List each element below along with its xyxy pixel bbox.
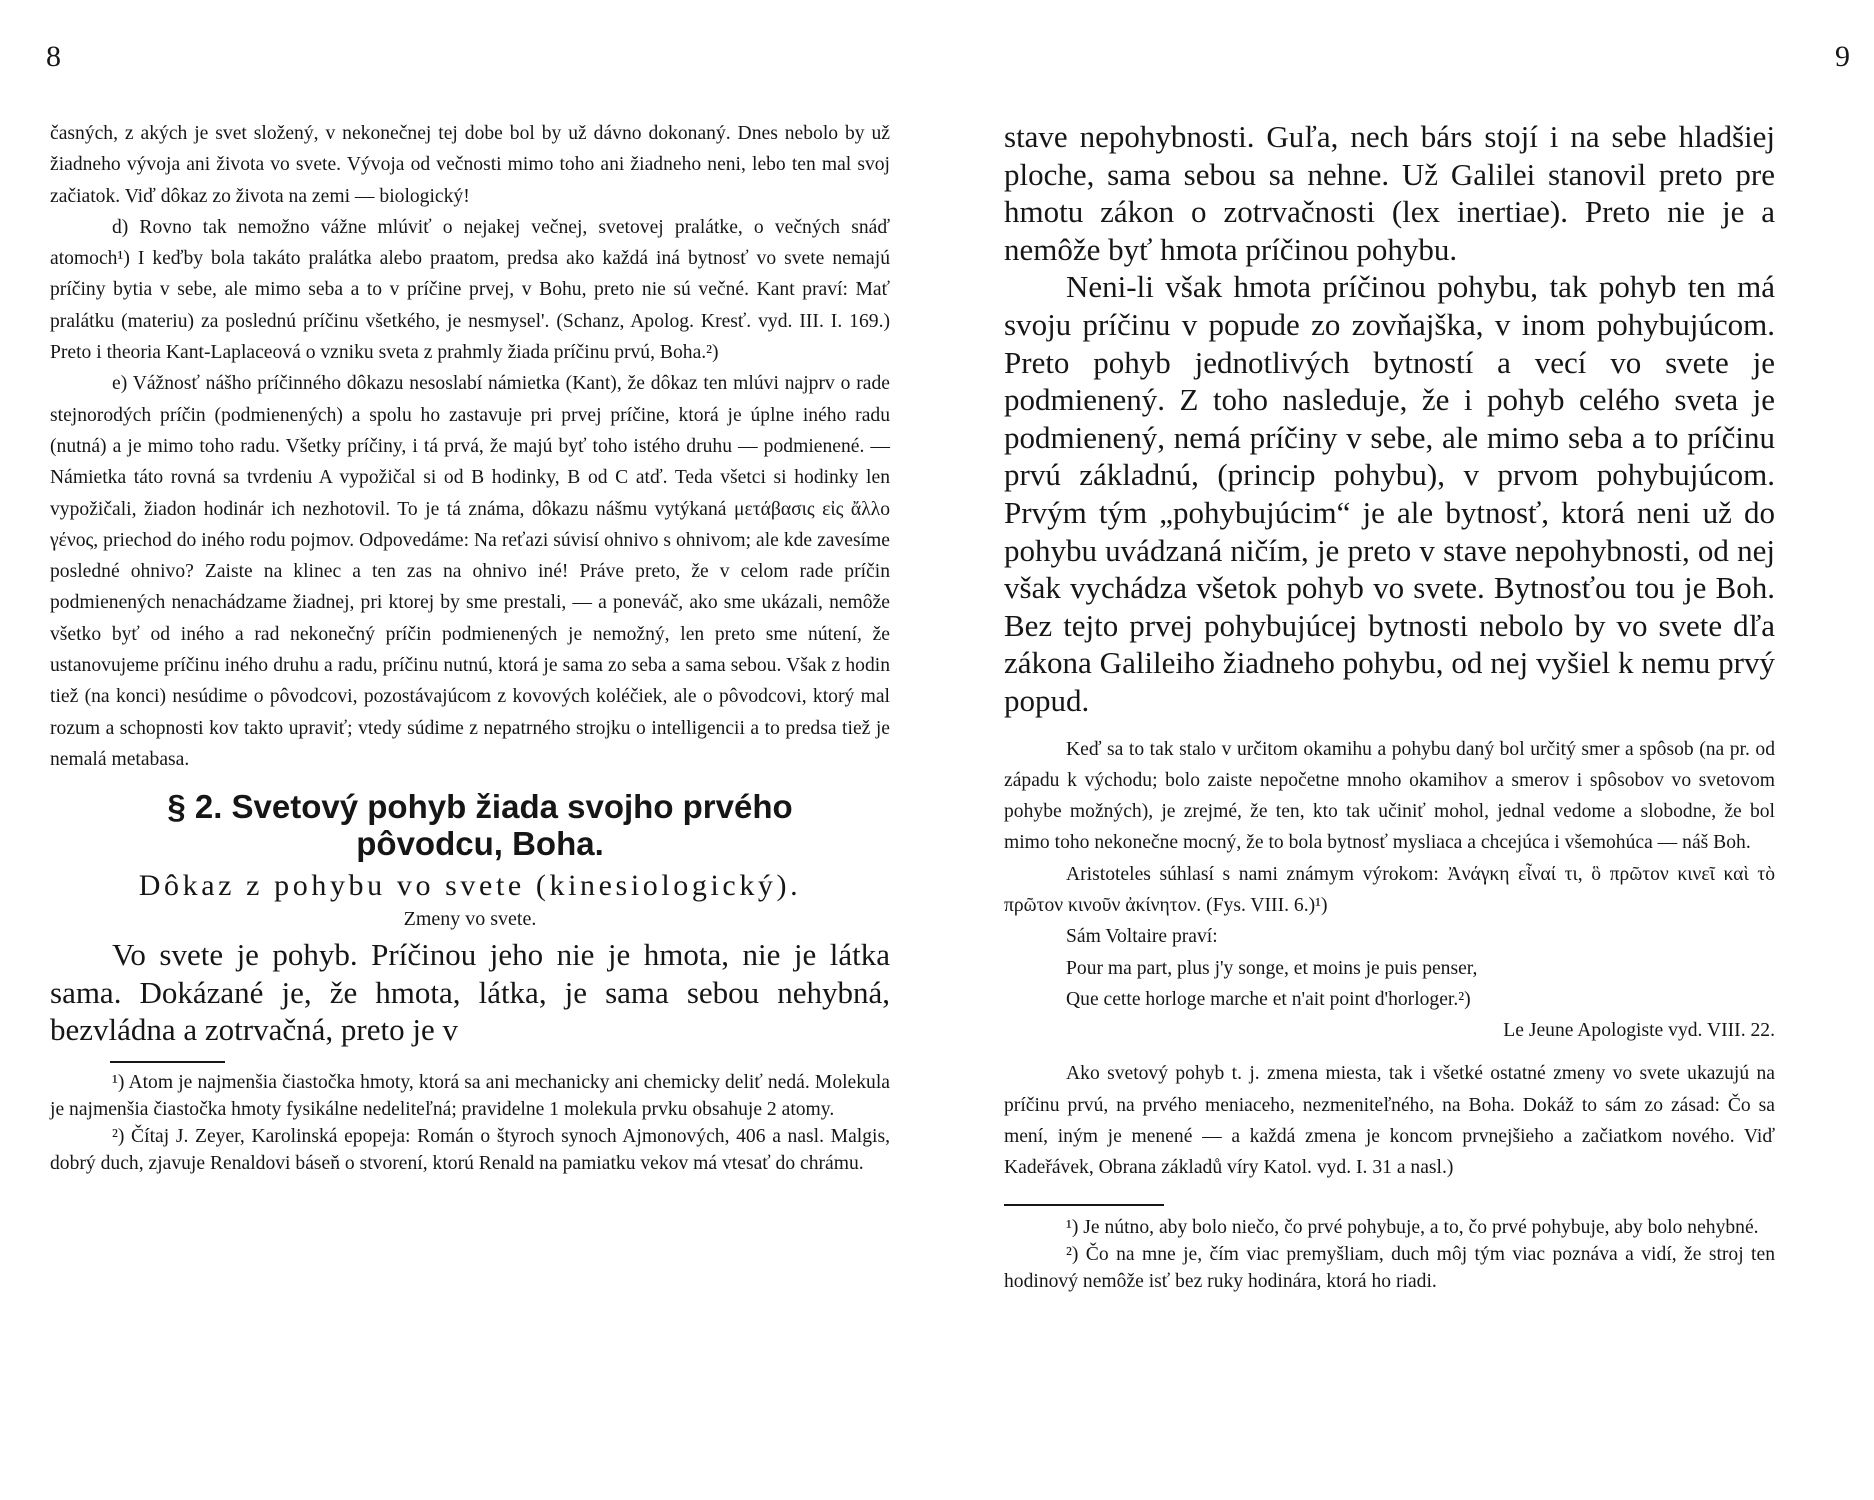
section-subtitle: Dôkaz z pohybu vo svete (kinesiologický).	[138, 869, 802, 903]
footnote-rule	[1004, 1204, 1164, 1206]
footnote: ¹) Je nútno, aby bolo niečo, čo prvé pohybuje, a to, čo prvé pohybuje, aby bolo nehybné.	[1066, 1216, 1759, 1238]
paragraph: Ako svetový pohyb t. j. zmena miesta, tak i všetké ostatné zmeny vo svete ukazujú na príčinu prvú, na prvého meniaceho, nezmeniteľného, na Boha. Dokáž to sám zo zásad: Čo sa mení, iným je menené — a každá zmena je koncom prvnejšieho a začiatkom nového. Viď Kadeřávek, Obrana základů víry Katol. vyd. I. 31 a nasl.)	[1004, 1063, 1775, 1179]
quote-intro: Sám Voltaire praví:	[1066, 926, 1218, 948]
footnote: ²) Čítaj J. Zeyer, Karolinská epopeja: Román o štyroch synoch Ajmonových, 406 a nasl. Malgis, dobrý duch, zjavuje Renaldovi báseň o stvorení, ktorú Renald na pamiatku vekov má vtesať do chrámu.	[50, 1126, 890, 1175]
section-subheading: Zmeny vo svete.	[403, 908, 537, 931]
footnote: ²) Čo na mne je, čím viac premyšliam, duch môj tým viac poznáva a vidí, že stroj ten hodinový nemôže isť bez ruky hodinára, ktorá ho riadi.	[1004, 1243, 1775, 1292]
paragraph: Aristoteles súhlasí s nami známym výrokom: Ἀνάγκη εἶναί τι, ὃ πρῶτον κινεῖ καὶ τὸ πρῶτον κινοῦν ἀκίνητον. (Fys. VIII. 6.)¹)	[1004, 863, 1775, 916]
verse-line: Pour ma part, plus j'y songe, et moins je puis penser,	[1066, 957, 1478, 979]
large-paragraph: stave nepohybnosti. Guľa, nech bárs stojí i na sebe hladšiej ploche, sama sebou sa nehne. Už Galilei stanovil preto pre hmotu zákon o zotrvačnosti (lex inertiae). Preto nie je a nemôže byť hmota príčinou pohybu.	[1004, 119, 1775, 267]
right-page	[937, 0, 1874, 1500]
page-number: 9	[1835, 40, 1850, 73]
footnote-rule	[110, 1061, 225, 1063]
paragraph: časných, z akých je svet složený, v nekonečnej tej dobe bol by už dávno dokonaný. Dnes nebolo by už žiadneho vývoja ani života vo svete. Vývoja od večnosti mimo toho ani žiadneho neni, lebo ten mal svoj začiatok. Viď dôkaz zo života na zemi — biologický!	[50, 123, 890, 207]
paragraph-e: e) Vážnosť nášho príčinného dôkazu nesoslabí námietka (Kant), že dôkaz ten mlúvi najprv o rade stejnorodých príčin (podmienených) a spolu ho zastavuje pri prvej príčine, ktorá je úplne iného radu (nutná) a je mimo toho radu. Všetky príčiny, i tá prvá, že majú byť toho istého druhu — podmienené. — Námietka táto rovná sa tvrdeniu A vypožičal si od B hodinky, B od C atď. Teda všetci si hodinky len vypožičali, žiadon hodinár ich nezhotovil. To je tá známa, dôkazu nášmu vytýkaná μετάβασις εἰς ἄλλο γένος, priechod do iného rodu pojmov. Odpovedáme: Na reťazi súvisí ohnivo s ohnivom; ale kde zavesíme posledné ohnivo? Zaiste na klinec a ten zas na ohnivo iné! Práve preto, že v celom rade príčin podmienených nenachádzame žiadnej, pri ktorej by sme prestali, — a poneváč, ako sme ukázali, nemôže všetko byť od iného a rad nekonečný príčin podmienených je nemožný, len preto sme nútení, že ustanovujeme príčinu iného druhu a radu, príčinu nutnú, ktorá je sama zo seba a sama sebou. Však z hodin tiež (na konci) nesúdime o pôvodcovi, pozostávajúcom z kovových koléčiek, ale o pôvodcovi, ktorý mal rozum a schopnosti kov takto upraviť; vtedy súdime z nepatrného strojku o intelligencii a to predsa tiež je nemalá metabasa.	[50, 373, 890, 770]
verse-source: Le Jeune Apologiste vyd. VIII. 22.	[1503, 1020, 1775, 1042]
section-title-line: § 2. Svetový pohyb žiada svojho prvého	[167, 788, 793, 826]
text-column	[50, 118, 890, 1177]
verse-line: Que cette horloge marche et n'ait point d'horloger.²)	[1066, 988, 1471, 1010]
large-paragraph: Neni-li však hmota príčinou pohybu, tak pohyb ten má svoju príčinu v popude zo zovňajška, v inom pohybujúcom. Preto pohyb jednotlivých bytností a vecí vo svete je podmienený. Z toho nasleduje, že i pohyb celého sveta je podmienený, nemá príčiny v sebe, ale mimo seba a to príčinu prvú základnú, (princip pohybu), v prvom pohybujúcom. Prvým tým „pohybujúcim“ je ale bytnosť, ktorá neni už do pohybu uvádzaná ničím, je preto v stave nepohybnosti, od nej však vychádza všetok pohyb vo svete. Bytnosťou tou je Boh. Bez tejto prvej pohybujúcej bytnosti nebolo by vo svete dľa zákona Galileiho žiadneho pohybu, od nej vyšiel k nemu prvý popud.	[1004, 269, 1775, 718]
paragraph-d: d) Rovno tak nemožno vážne mlúviť o nejakej večnej, svetovej pralátke, o večných snáď atomoch¹) I keďby bola takáto pralátka alebo praatom, predsa ako každá iná bytnosť vo svete nemajú príčiny bytia v sebe, ale mimo seba a to v príčine prvej, v Bohu, preto nie sú večné. Kant praví: Mať pralátku (materiu) za poslednú príčinu všetkého, je nesmysel'. (Schanz, Apolog. Kresť. vyd. III. I. 169.) Preto i theoria Kant-Laplaceová o vzniku sveta z prahmly žiada príčinu prvú, Boha.²)	[50, 216, 890, 364]
section-title	[50, 788, 890, 862]
large-paragraph: Vo svete je pohyb. Príčinou jeho nie je hmota, nie je látka sama. Dokázané je, že hmota, látka, je sama sebou nehybná, bezvládna a zotrvačná, preto je v	[50, 937, 890, 1048]
paragraph: Keď sa to tak stalo v určitom okamihu a pohybu daný bol určitý smer a spôsob (na pr. od západu k východu; bolo zaiste nepočetne mnoho okamihov a smerov i spôsobov vo svetovom pohybe možných), je zrejmé, že ten, kto tak učiniť mohol, jednal vedome a slobodne, že bol mimo toho nekonečne mocný, že to bola bytnosť mysliaca a chcejúca i všemohúca — náš Boh.	[1004, 738, 1775, 854]
page-number: 8	[46, 40, 61, 73]
footnote: ¹) Atom je najmenšia čiastočka hmoty, ktorá sa ani mechanicky ani chemicky deliť nedá. Molekula je najmenšia čiastočka hmoty fysikálne nedeliteľná; pravidelne 1 molekula prvku obsahuje 2 atomy.	[50, 1072, 890, 1121]
section-title-line: pôvodcu, Boha.	[356, 825, 604, 863]
text-column	[1004, 118, 1775, 1295]
spacer	[1004, 720, 1775, 734]
